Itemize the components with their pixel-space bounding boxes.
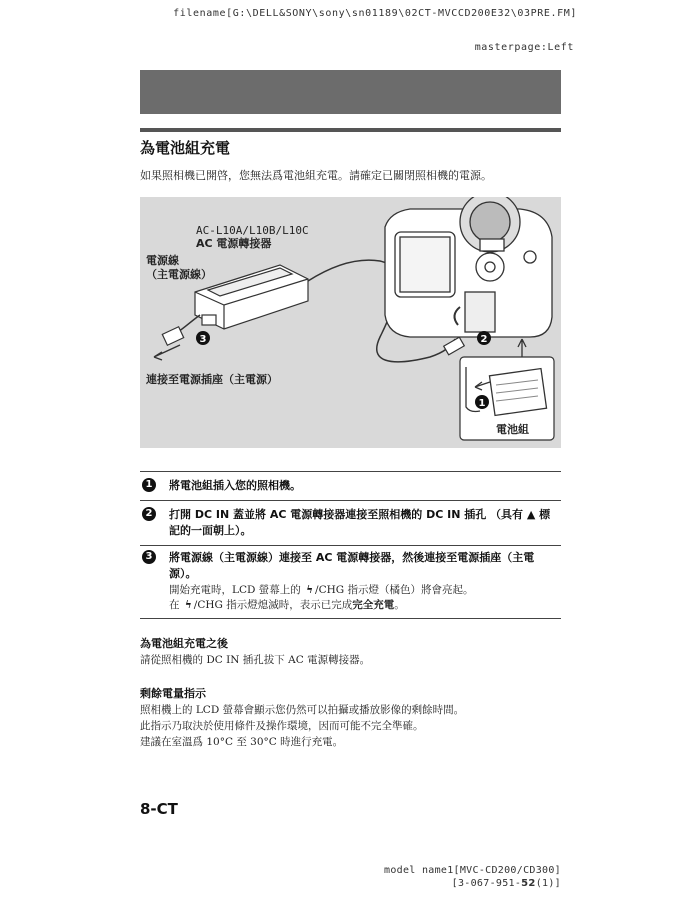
step-3 [140, 550, 561, 614]
after-heading: 為電池組充電之後 [140, 637, 228, 650]
badge-2: 2 [480, 334, 488, 345]
outlet-label: 連接至電源插座（主電源） [146, 373, 278, 386]
cord-sublabel: （主電源線） [146, 268, 212, 281]
note-text: 。 [394, 599, 405, 611]
step-number: 1 [142, 478, 156, 492]
note-text: 在 [169, 599, 183, 611]
footer-code-suffix: (1)] [535, 878, 561, 889]
remaining-heading: 剩餘電量指示 [140, 687, 206, 700]
charge-icon: ϟ [306, 584, 314, 596]
section-banner [140, 70, 561, 114]
step-divider [140, 500, 561, 501]
badge-1: 1 [478, 398, 486, 409]
footer-code-bold: 52 [521, 878, 536, 889]
camera [385, 197, 552, 337]
adapter-name-label: AC 電源轉接器 [196, 237, 272, 250]
step-2 [140, 507, 561, 541]
note-text: /CHG 指示燈（橘色）將會亮起。 [315, 584, 474, 596]
step-1 [140, 478, 561, 494]
remaining-line-2: 此指示乃取決於使用條件及操作環境，因而可能不完全準確。 [140, 720, 424, 732]
step-3-note-1 [169, 583, 474, 598]
step-divider [140, 545, 561, 546]
step-divider [140, 471, 561, 472]
step-number: 3 [142, 550, 156, 564]
step-text: 將電池組插入您的照相機。 [169, 479, 301, 492]
adapter-model-label: AC-L10A/L10B/L10C [196, 224, 309, 237]
after-text: 請從照相機的 DC IN 插孔拔下 AC 電源轉接器。 [140, 654, 371, 666]
remaining-line-1: 照相機上的 LCD 螢幕會顯示您仍然可以拍攝或播放影像的剩餘時間。 [140, 704, 465, 716]
page-number: 8-CT [140, 800, 178, 818]
footer-code [452, 878, 561, 889]
step-text: 將電源線（主電源線）連接至 AC 電源轉接器，然後連接至電源插座（主電源）。 [169, 551, 535, 580]
battery-pack [489, 369, 546, 416]
mains-plug [162, 327, 183, 345]
header-filename: filename[G:\DELL&SONY\sony\sn01189\02CT-MVCCD200E32\03PRE.FM] [173, 8, 577, 19]
note-text: /CHG 指示燈熄滅時，表示已完成 [193, 599, 353, 611]
badge-3: 3 [199, 334, 207, 345]
remaining-line-3: 建議在室溫爲 10°C 至 30°C 時進行充電。 [140, 736, 344, 748]
cord-label: 電源線 [146, 254, 179, 267]
battery-label: 電池組 [496, 423, 529, 436]
title-rule [140, 128, 561, 132]
intro-text: 如果照相機已開啓，您無法爲電池組充電。請確定已關閉照相機的電源。 [140, 169, 492, 182]
step-text: 打開 DC IN 蓋並將 AC 電源轉接器連接至照相機的 DC IN 插孔 （具有 ▲ 標記的一面朝上）。 [169, 508, 551, 537]
step-number: 2 [142, 507, 156, 521]
charge-icon: ϟ [184, 599, 192, 611]
header-masterpage: masterpage:Left [474, 42, 574, 53]
charging-illustration [140, 197, 561, 448]
footer-model: model name1[MVC-CD200/CD300] [384, 865, 561, 876]
note-text: 開始充電時，LCD 螢幕上的 [169, 584, 305, 596]
step-divider [140, 618, 561, 619]
dc-plug [444, 337, 465, 355]
note-bold-text: 完全充電 [352, 599, 395, 611]
step-3-note-2 [169, 598, 405, 613]
page-title: 為電池組充電 [140, 139, 231, 157]
footer-code-prefix: [3-067-951- [451, 878, 522, 889]
